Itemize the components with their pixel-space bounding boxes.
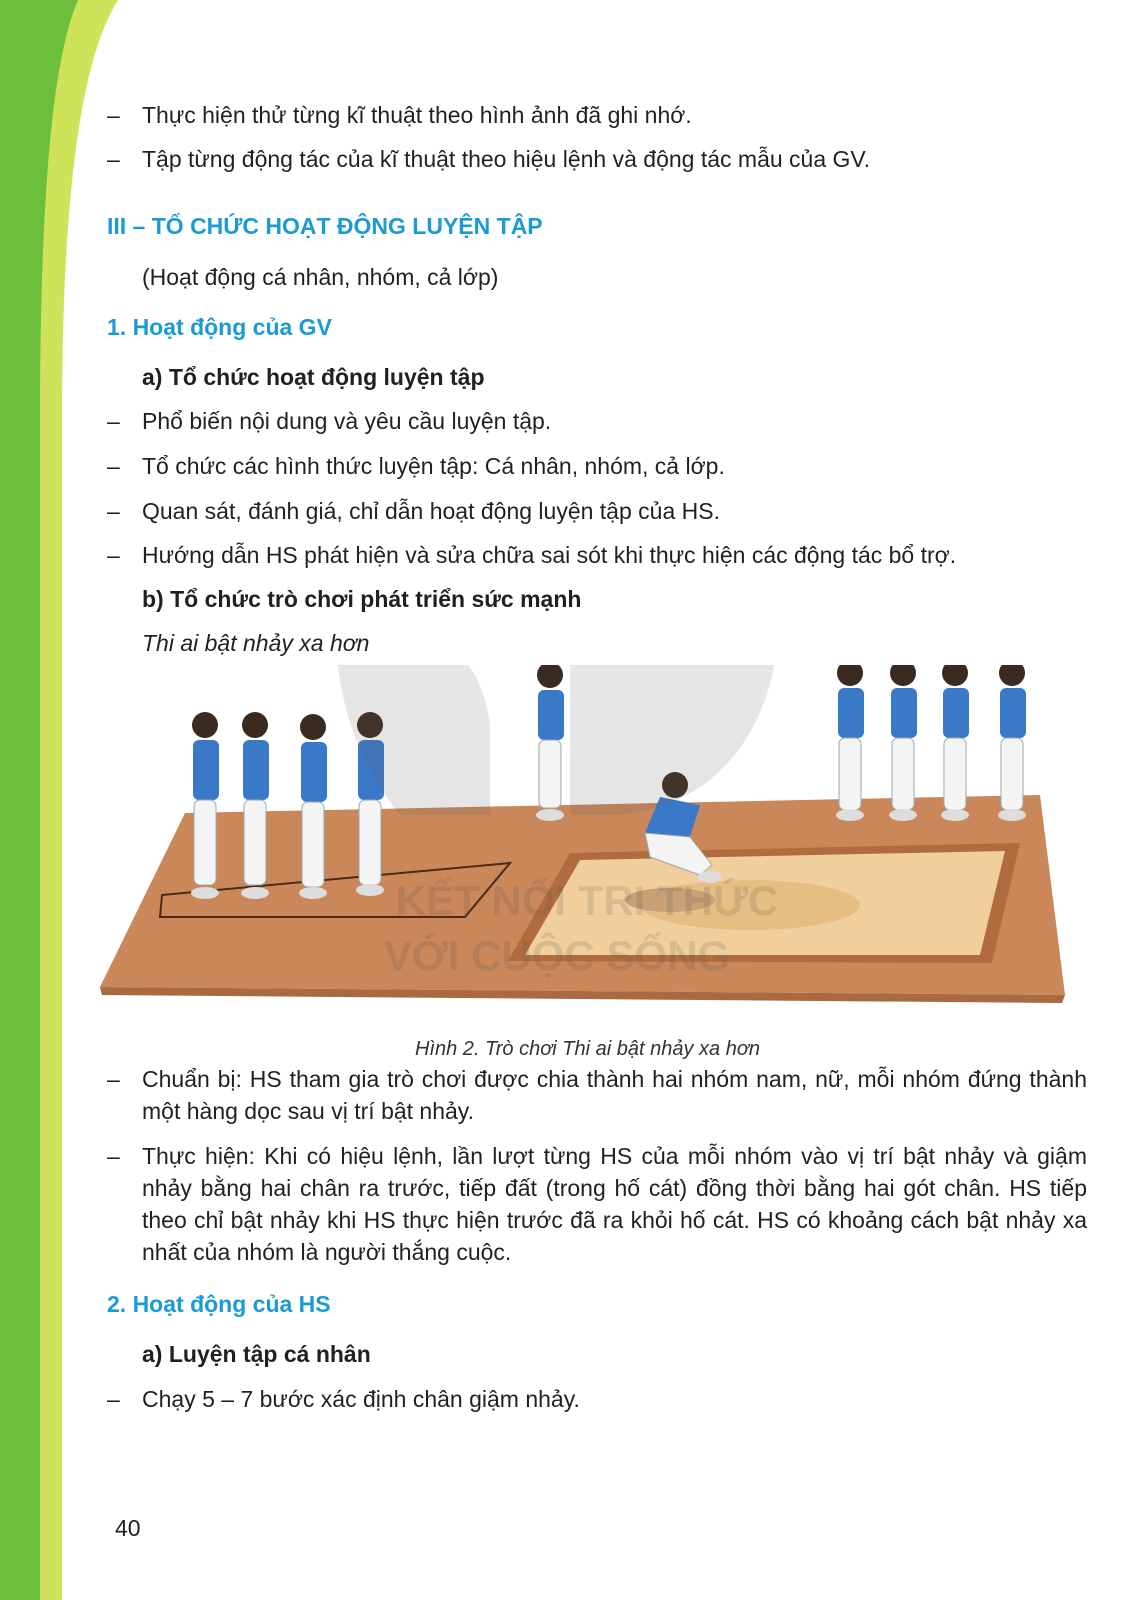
bullet-text: Quan sát, đánh giá, chỉ dẫn hoạt động luyện tập của HS. [142,498,720,524]
page-number: 40 [115,1515,141,1541]
gv-title: 1. Hoạt động của GV [107,314,332,340]
bullet-text: Phổ biến nội dung và yêu cầu luyện tập. [142,408,552,434]
dash: – [107,146,120,172]
game-bullet [107,1140,1087,1268]
dash: – [107,453,120,479]
gv-bullet [107,495,1087,527]
bullet-text: Chuẩn bị: HS tham gia trò chơi được chia thành hai nhóm nam, nữ, mỗi nhóm đứng thành một hàng dọc sau vị trí bật nhảy. [142,1066,1087,1124]
bullet-text: Thực hiện: Khi có hiệu lệnh, lần lượt từng HS của mỗi nhóm vào vị trí bật nhảy và giậm nhảy bằng hai chân ra trước, tiếp đất (trong hố cát) đồng thời bằng hai gót chân. HS tiếp theo chỉ bật nhảy khi HS thực hiện trước đã ra khỏi hố cát. HS có khoảng cách bật nhảy xa nhất của nhóm là người thắng cuộc. [142,1143,1087,1265]
student-figure [941,665,969,821]
dash: – [107,102,120,128]
student-figure [998,665,1026,821]
watermark-text: VỚI CUỘC SỐNG [383,932,731,979]
student-figure [536,665,564,821]
gv-bullet [107,450,1087,482]
hs-bullet [107,1383,1087,1415]
gv-bullet [107,405,1087,437]
gv-subheading-b: b) Tổ chức trò chơi phát triển sức mạnh [142,586,582,612]
student-figure [241,712,269,899]
watermark-text: KẾT NỐI TRI THỨC [395,877,779,924]
dash: – [107,1066,120,1092]
dash: – [107,408,120,434]
bullet-text: Tổ chức các hình thức luyện tập: Cá nhân, nhóm, cả lớp. [142,453,725,479]
student-figure [889,665,917,821]
dash: – [107,1386,120,1412]
long-jump-illustration [100,665,1075,1015]
gv-bullet [107,539,1087,571]
bullet-text: Tập từng động tác của kĩ thuật theo hiệu lệnh và động tác mẫu của GV. [142,146,871,172]
game-bullet [107,1063,1087,1127]
bullet-text: Hướng dẫn HS phát hiện và sửa chữa sai sót khi thực hiện các động tác bổ trợ. [142,542,957,568]
dash: – [107,498,120,524]
hs-title: 2. Hoạt động của HS [107,1291,331,1317]
hs-subheading-a: a) Luyện tập cá nhân [142,1341,371,1367]
gv-subheading-a: a) Tổ chức hoạt động luyện tập [142,364,485,390]
bullet-text: Thực hiện thử từng kĩ thuật theo hình ảnh đã ghi nhớ. [142,102,692,128]
intro-bullet [107,143,1087,175]
bullet-text: Chạy 5 – 7 bước xác định chân giậm nhảy. [142,1386,580,1412]
dash: – [107,542,120,568]
student-figure [299,714,327,899]
section-note: (Hoạt động cá nhân, nhóm, cả lớp) [142,264,499,290]
student-figure [191,712,219,899]
game-name: Thi ai bật nhảy xa hơn [142,630,370,656]
intro-bullet [107,99,1087,131]
student-figure [836,665,864,821]
section-title: III – TỔ CHỨC HOẠT ĐỘNG LUYỆN TẬP [107,213,543,239]
dash: – [107,1143,120,1169]
figure-caption: Hình 2. Trò chơi Thi ai bật nhảy xa hơn [414,1038,761,1060]
